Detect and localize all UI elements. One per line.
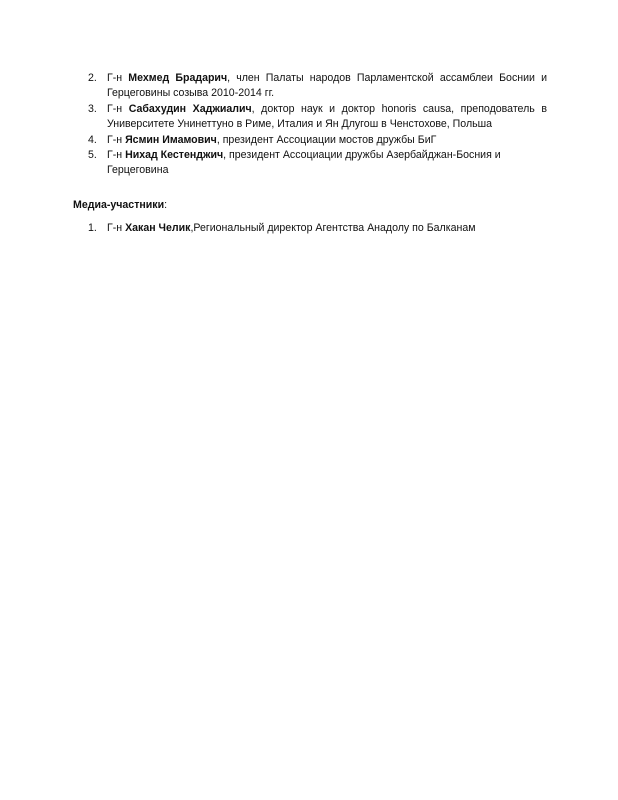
list-item: [0, 71, 618, 102]
list-text-line: [107, 71, 547, 86]
person-name: Нихад Кестенджич: [125, 149, 224, 162]
media-heading: [73, 198, 167, 213]
list-item: [0, 102, 618, 133]
list-text-line: [107, 148, 547, 163]
person-description: , доктор наук и доктор honoris causa, преподователь в: [251, 102, 547, 115]
title-prefix: Г-н: [107, 133, 126, 146]
person-name: Ясмин Имамович: [125, 133, 217, 146]
list-number: 5.: [88, 149, 97, 162]
list-number: 3.: [88, 102, 97, 115]
list-text-line: [107, 221, 547, 236]
person-description: , член Палаты народов Парламентской ассамблеи Боснии и: [227, 72, 548, 84]
list-number: 4.: [88, 133, 97, 146]
person-name: Мехмед Брадарич: [128, 72, 228, 84]
media-heading-title: Медиа-участники: [73, 199, 165, 211]
list-text-line: [107, 133, 547, 148]
person-description: , президент Ассоциации дружбы Азербайджан-Босния и: [223, 149, 501, 162]
person-description: ,Региональный директор Агентства Анадолу по Балканам: [190, 222, 476, 234]
list-item: [0, 148, 618, 179]
participants-list: [0, 71, 618, 179]
person-description: , президент Ассоциации мостов дружбы БиГ: [216, 133, 437, 146]
list-text-continuation: Герцеговина: [107, 164, 169, 177]
list-text-continuation: Герцеговины созыва 2010-2014 гг.: [107, 87, 275, 100]
title-prefix: Г-н: [107, 222, 126, 234]
list-text-line: [107, 102, 547, 117]
title-prefix: Г-н: [107, 149, 126, 162]
media-list: [0, 221, 618, 236]
title-prefix: Г-н: [107, 102, 129, 115]
list-text-continuation: Университете Унинеттуно в Риме, Италия и Ян Длугош в Ченстохове, Польша: [107, 118, 493, 131]
list-number: 2.: [88, 72, 97, 84]
list-item: [0, 221, 618, 236]
list-item: [0, 133, 618, 148]
list-number: 1.: [88, 222, 97, 234]
title-prefix: Г-н: [107, 72, 129, 84]
person-name: Сабахудин Хаджиалич: [128, 102, 252, 115]
media-heading-colon: :: [164, 199, 168, 211]
person-name: Хакан Челик: [125, 222, 191, 234]
